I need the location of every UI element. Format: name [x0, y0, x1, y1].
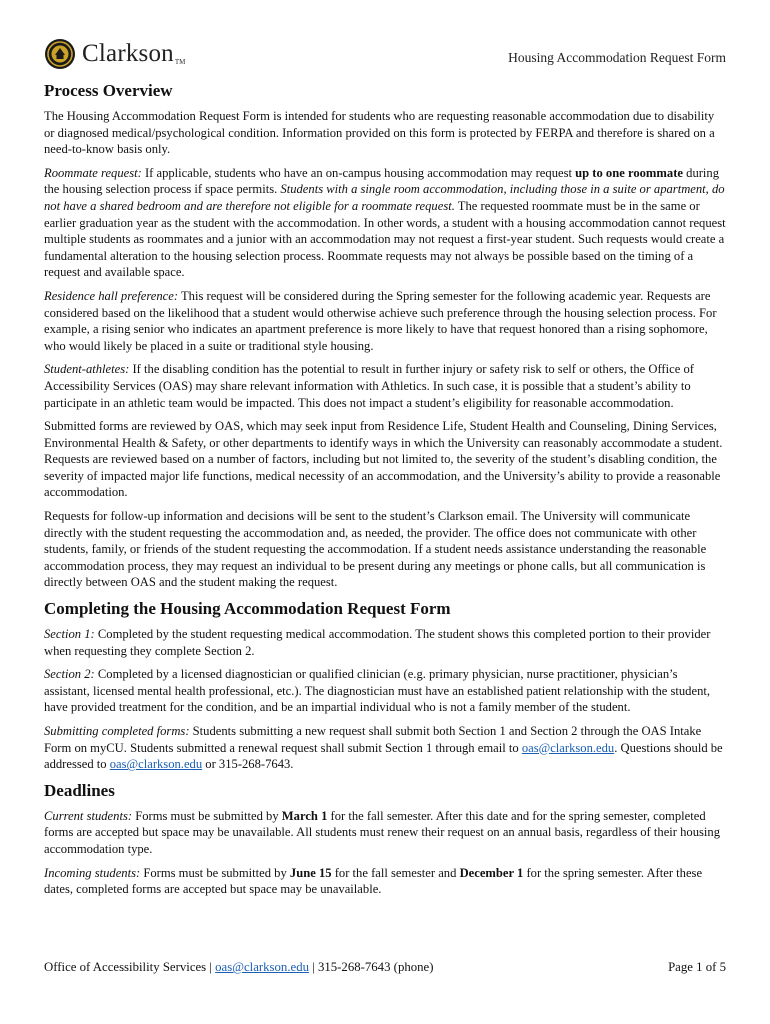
- current-text-a: Forms must be submitted by: [132, 808, 282, 823]
- clarkson-seal-icon: [44, 38, 76, 70]
- roommate-text-b: during the housing selection process if space permits.: [44, 165, 720, 197]
- roommate-paragraph: [44, 165, 726, 281]
- incoming-text-c: for the spring semester. After these dates, completed forms are accepted but space may be unavailable.: [44, 865, 703, 897]
- section1-text: Completed by the student requesting medical accommodation. The student shows this completed portion to their provider when requesting they complete Section 2.: [44, 627, 711, 658]
- current-students-paragraph: [44, 808, 726, 858]
- incoming-text-a: Forms must be submitted by: [140, 865, 290, 880]
- submitting-label: Submitting completed forms:: [44, 724, 190, 738]
- logo-trademark: TM: [174, 58, 186, 66]
- incoming-deadline-fall: June 15: [289, 865, 332, 880]
- intro-paragraph: The Housing Accommodation Request Form is intended for students who are requesting reasonable accommodation due to disability or diagnosed medical/psychological condition. Information provided on this form is protected by FERPA and therefore is shared on a need-to-know basis only.: [44, 109, 715, 157]
- footer-email-link[interactable]: oas@clarkson.edu: [215, 960, 310, 974]
- residence-label: Residence hall preference:: [44, 288, 179, 303]
- incoming-text-b: for the fall semester and: [331, 865, 460, 880]
- section1-paragraph: [44, 626, 726, 659]
- review-paragraph: Submitted forms are reviewed by OAS, which may seek input from Residence Life, Student Health and Counseling, Dining Services, Environmental Health & Safety, or other departments to identify ways in which the University can reasonably accommodate a student. Requests are reviewed based on a number of factors, including but not limited to, the severity of the student’s disabling condition, the severity of impacted major life functions, medical necessity of an accommodation, and the University’s ability to provide a reasonable accommodation.: [44, 419, 723, 500]
- page-number: Page 1 of 5: [668, 960, 726, 974]
- section2-text: Completed by a licensed diagnostician or qualified clinician (e.g. primary physician, nurse practitioner, physician’s assistant, licensed mental health professional, etc.). The diagnostician must have an established patient relationship with the student, have provided treatment for the condition, and be an impartial individual who is not a family member of the student.: [44, 667, 711, 715]
- roommate-italic: Students with a single room accommodation, including those in a suite or apartment, do not have a shared bedroom and are therefore not eligible for a roommate request.: [44, 182, 725, 213]
- incoming-students-paragraph: [44, 865, 726, 898]
- document-body: [44, 80, 726, 905]
- incoming-deadline-spring: December 1: [459, 865, 524, 880]
- roommate-label: Roommate request:: [44, 165, 142, 180]
- submitting-text-c: or 315-268-7643.: [202, 757, 294, 772]
- section1-label: Section 1:: [44, 627, 95, 642]
- footer-office: Office of Accessibility Services |: [44, 960, 216, 974]
- footer-phone: | 315-268-7643 (phone): [309, 960, 434, 974]
- current-deadline: March 1: [281, 808, 328, 823]
- clarkson-logo: [44, 38, 185, 70]
- athletes-paragraph: [44, 361, 726, 411]
- process-overview-heading: Process Overview: [44, 81, 173, 100]
- athletes-label: Student-athletes:: [44, 362, 130, 377]
- section2-paragraph: [44, 666, 726, 716]
- followup-paragraph: Requests for follow-up information and decisions will be sent to the student’s Clarkson email. The University will communicate directly with the student requesting the accommodation and, as needed, the provider. The office does not communicate with other students, family, or friends of the student requesting the accommodation. If a student needs assistance understanding the reasonable accommodation process, they may request an individual to be present during any meetings or phone calls, but all communication is directly between OAS and the student making the request.: [44, 509, 707, 590]
- athletes-text: If the disabling condition has the potential to result in further injury or safety risk to self or others, the Office of Accessibility Services (OAS) may share relevant information with Athletics. In such case, it is possible that a student’s ability to participate in an athletic team would be impacted. This does not impact a student’s eligibility for reasonable accommodation.: [44, 362, 694, 410]
- email-link-2[interactable]: oas@clarkson.edu: [109, 757, 203, 772]
- current-text-b: for the fall semester. After this date and for the spring semester, completed forms are accepted but space may be unavailable. All students must renew their request on an annual basis, regardless of their housing accommodation type.: [44, 808, 721, 856]
- page-footer: [44, 960, 726, 975]
- submitting-paragraph: [44, 723, 726, 773]
- current-label: Current students:: [44, 808, 133, 823]
- residence-text: This request will be considered during the Spring semester for the following academic year. Requests are considered based on the likelihood that a student would otherwise achieve such preference through the housing selection process. For example, a rising senior who indicates an apartment preference is more likely to have that request honored than a rising sophomore, who would likely be placed in a suite or traditional style housing.: [44, 288, 717, 353]
- completing-heading: Completing the Housing Accommodation Request Form: [44, 599, 451, 619]
- email-link-1[interactable]: oas@clarkson.edu: [521, 740, 615, 755]
- submitting-text-b: . Questions should be addressed to: [44, 740, 723, 772]
- roommate-text-a: If applicable, students who have an on-campus housing accommodation may request: [141, 165, 576, 180]
- page-header: [44, 38, 726, 74]
- roommate-text-c: The requested roommate must be in the same or earlier graduation year as the student with the accommodation. In other words, a student with a housing accommodation cannot request multiple students as roommates and a junior with an accommodation may not request a first-year student. Such requests would create a fundamental alteration to the housing selection process. Roommate requests may not always be possible based on the timing of a request and available space.: [44, 198, 726, 280]
- submitting-text-a: Students submitting a new request shall submit both Section 1 and Section 2 through the OAS Intake Form on myCU. Students submitted a renewal request shall submit Section 1 through email to: [44, 724, 702, 755]
- roommate-bold: up to one roommate: [575, 165, 683, 180]
- document-title: Housing Accommodation Request Form: [508, 50, 726, 65]
- incoming-label: Incoming students:: [44, 865, 141, 880]
- logo-wordmark: Clarkson: [82, 40, 174, 67]
- residence-paragraph: [44, 288, 726, 354]
- section2-label: Section 2:: [44, 667, 95, 682]
- deadlines-heading: Deadlines: [44, 780, 115, 800]
